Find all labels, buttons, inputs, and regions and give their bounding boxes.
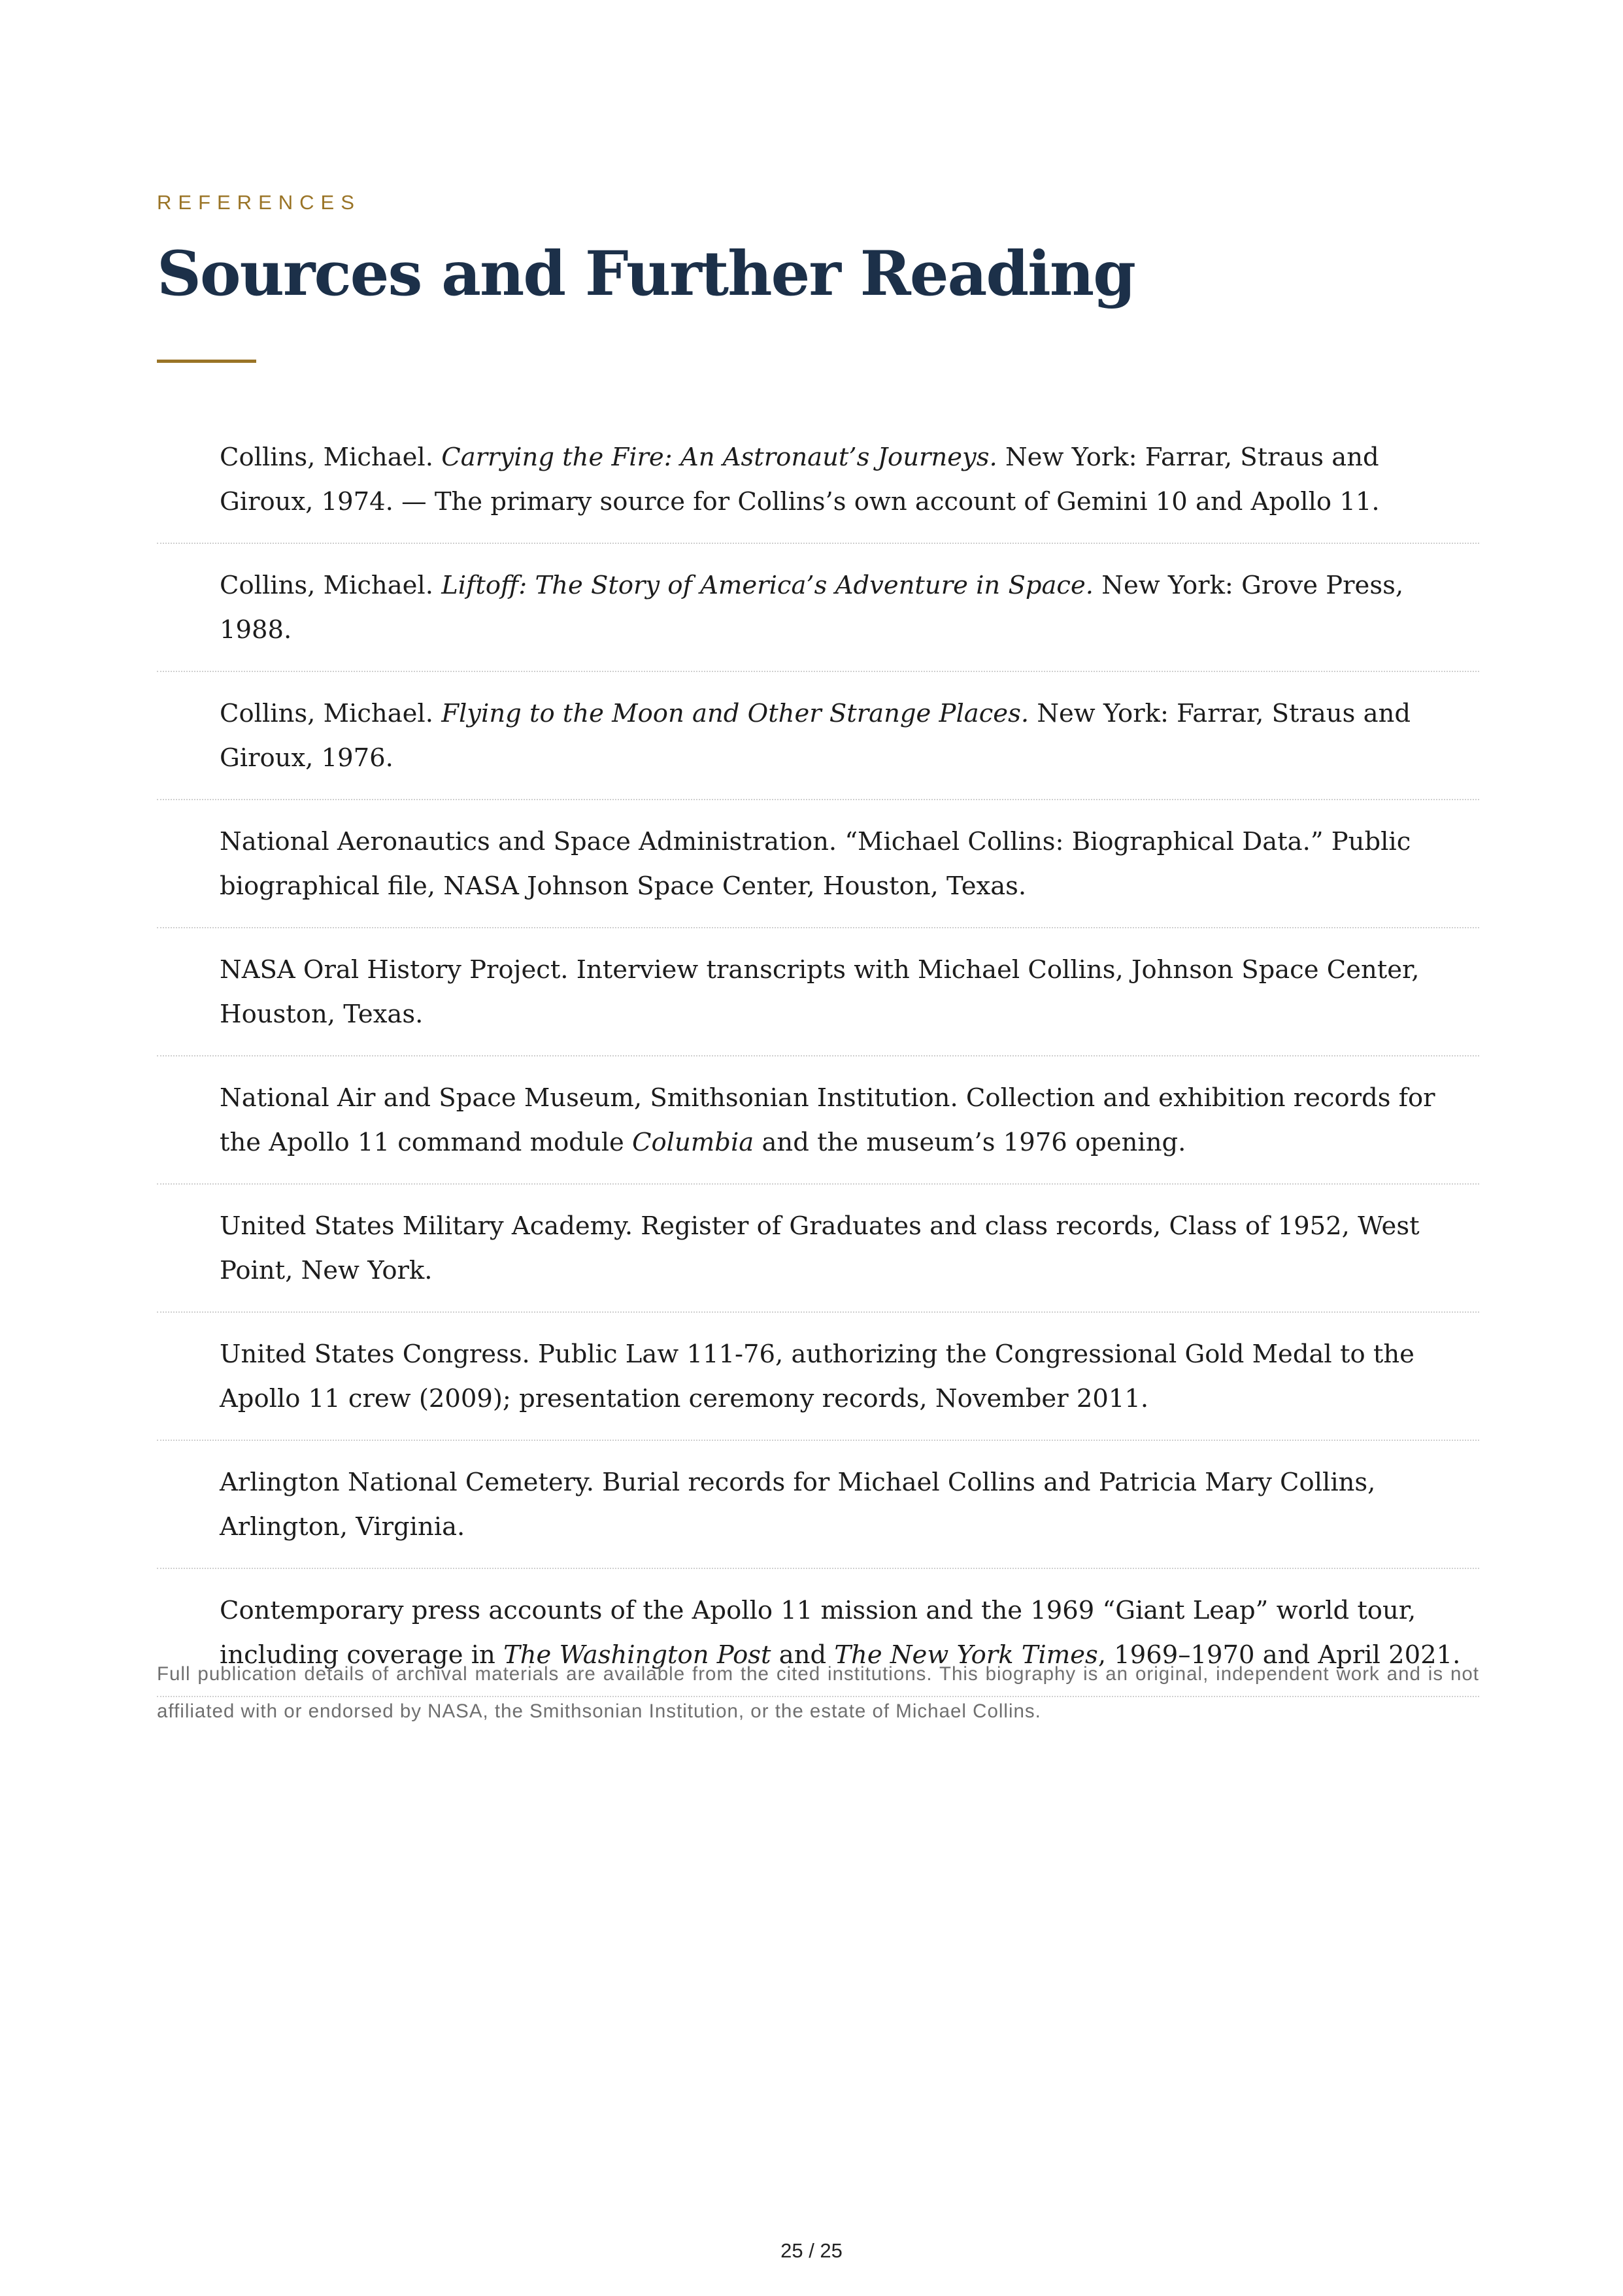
reference-list xyxy=(157,418,1479,1697)
reference-text: National Air and Space Museum, Smithsonian Institution. Collection and exhibition records for the Apollo 11 command module xyxy=(220,1083,1435,1157)
reference-text: United States Military Academy. Register of Graduates and class records, Class of 1952, West Point, New York. xyxy=(220,1211,1420,1285)
reference-text: Collins, Michael. xyxy=(220,443,442,472)
reference-text: National Aeronautics and Space Administration. “Michael Collins: Biographical Data.” Public biographical file, NASA Johnson Space Center, Houston, Texas. xyxy=(220,827,1411,901)
reference-title: Columbia xyxy=(632,1128,754,1157)
footer-note: Full publication details of archival materials are available from the cited institutions. This biography is an original, independent work and is not affiliated with or endorsed by NASA, the Smithsonian Institution, or the estate of Michael Collins. xyxy=(157,1663,1479,1722)
reference-item xyxy=(157,672,1479,800)
reference-text: and xyxy=(771,1640,835,1670)
reference-title: Liftoff: The Story of America’s Adventure in Space. xyxy=(441,571,1094,600)
reference-text: Collins, Michael. xyxy=(220,571,442,600)
reference-text: NASA Oral History Project. Interview transcripts with Michael Collins, Johnson Space Center, Houston, Texas. xyxy=(220,955,1420,1029)
section-eyebrow: REFERENCES xyxy=(157,191,361,214)
reference-text: , 1969–1970 and April 2021. xyxy=(1097,1640,1461,1670)
reference-title: The New York Times xyxy=(834,1640,1098,1670)
reference-item xyxy=(157,1441,1479,1569)
reference-text: Arlington National Cemetery. Burial records for Michael Collins and Patricia Mary Collins, Arlington, Virginia. xyxy=(220,1468,1376,1542)
reference-text: New York: Farrar, Straus and Giroux, 1976. xyxy=(220,699,1411,773)
references-page xyxy=(157,0,1479,2296)
reference-item xyxy=(157,544,1479,672)
reference-item xyxy=(157,1056,1479,1185)
reference-title: Carrying the Fire: An Astronaut’s Journeys. xyxy=(441,443,997,472)
reference-text: Collins, Michael. xyxy=(220,699,442,728)
reference-text: New York: Farrar, Straus and Giroux, 1974. — The primary source for Collins’s own account of Gemini 10 and Apollo 11. xyxy=(220,443,1380,516)
reference-title: The Washington Post xyxy=(503,1640,771,1670)
reference-item xyxy=(157,418,1479,544)
title-underline xyxy=(157,360,256,363)
reference-item xyxy=(157,1313,1479,1441)
reference-title: Flying to the Moon and Other Strange Places. xyxy=(441,699,1029,728)
reference-item xyxy=(157,928,1479,1056)
page-title: Sources and Further Reading xyxy=(157,238,1135,310)
page-number: 25 / 25 xyxy=(780,2239,843,2262)
reference-item xyxy=(157,800,1479,928)
reference-text: United States Congress. Public Law 111-76, authorizing the Congressional Gold Medal to the Apollo 11 crew (2009); presentation ceremony records, November 2011. xyxy=(220,1340,1414,1413)
reference-text: and the museum’s 1976 opening. xyxy=(754,1128,1186,1157)
reference-text: Contemporary press accounts of the Apollo 11 mission and the 1969 “Giant Leap” world tour, including coverage in xyxy=(220,1596,1416,1670)
reference-text: New York: Grove Press, 1988. xyxy=(220,571,1404,645)
reference-item xyxy=(157,1185,1479,1313)
